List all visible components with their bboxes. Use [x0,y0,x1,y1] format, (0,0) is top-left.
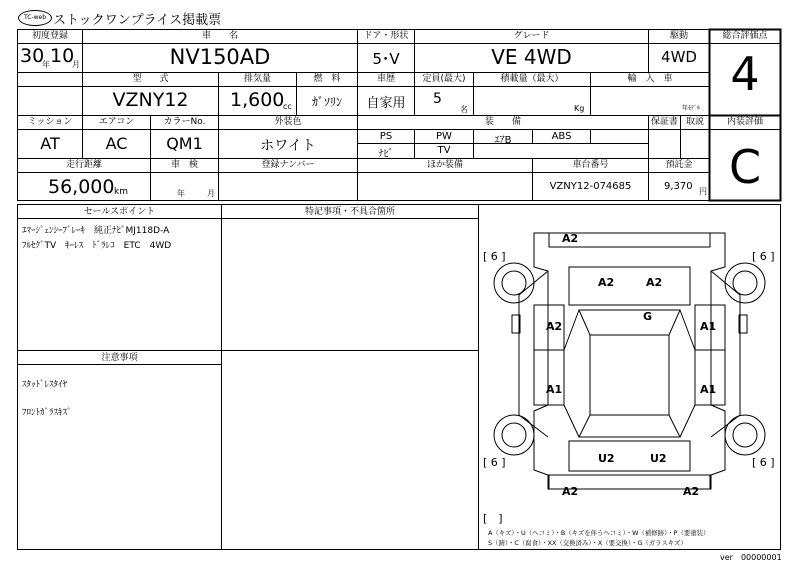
sales-line: ﾌﾙｾｸﾞTV ｷｰﾚｽ ﾄﾞﾗﾚｺ ETC 4WD [22,241,172,251]
grade-header: グレード [513,31,550,41]
reg-year-unit: 年 [42,60,50,69]
grade: VE 4WD [491,45,572,69]
drive: 4WD [661,48,697,66]
km-unit: km [114,187,128,197]
fuel-header: 燃 料 [313,74,341,84]
spare-tire-box: [ ] [483,512,503,525]
mission-header: ミッション [27,117,73,127]
legend-line: A（キズ）・U（ヘコミ）・B（キズを伴うヘコミ）・W（補修跡）・P（要塗装） [488,529,710,537]
caution-header: 注意事項 [101,353,138,363]
color-no: QM1 [166,134,203,153]
usage: 自家用 [366,96,406,111]
legend-line: S（錆）・C（腐食）・XX（交換済み）・X（要交換）・G（ガラスキズ） [488,539,687,547]
usage-header: 車歴 [376,74,395,84]
tire-depth: [ 6 ] [752,456,775,469]
reg-month: 10 [50,45,75,67]
price: 9,370 [664,181,693,192]
aircon-header: エアコン [98,117,135,127]
price-header: 預託金 [665,160,693,170]
inspection-header: 車 検 [170,160,198,170]
interior-score: C [728,140,762,194]
page-title: ストックワンプライス掲載票 [53,13,222,28]
mileage: 56,000 [48,176,115,198]
car-name: NV150AD [169,45,271,69]
mission: AT [40,134,60,153]
import-header: 輸 入 車 [627,74,673,84]
sales-line: ｴﾏｰｼﾞｪﾝｼｰﾌﾞﾚｰｷ 純正ﾅﾋﾞMJ118D-A [22,226,170,236]
warranty-header: 保証書 [650,117,678,127]
first-reg-header: 初度登録 [31,31,68,41]
damage-mark: A2 [546,320,563,333]
caution-line: ｽﾀｯﾄﾞﾚｽﾀｲﾔ [22,380,68,390]
aircon: AC [105,134,128,153]
version: ver 00000001 [720,553,782,562]
capacity: 5 [433,91,442,107]
inspection-month-unit: 月 [207,189,215,198]
plate-header: 登録ナンバー [261,160,315,170]
overall-score: 4 [730,47,760,101]
tire-depth: [ 6 ] [483,250,506,263]
damage-mark: A2 [598,276,615,289]
model-code: VZNY12 [112,89,189,111]
damage-mark: G [643,310,653,323]
interior-score-header: 内装評価 [726,117,763,127]
tire-depth: [ 6 ] [483,456,506,469]
caution-line: ﾌﾛﾝﾄｶﾞﾗｽｷｽﾞ [22,408,72,418]
sales-points-header: セールスポイント [83,207,156,217]
damage-mark: U2 [598,452,615,465]
cc-unit: cc [283,102,292,111]
drive-header: 駆動 [669,31,688,41]
load-header: 積載量（最大） [500,74,564,84]
damage-mark: A2 [562,232,579,245]
equip-airbag: ｴｱB [494,135,512,146]
damage-mark: A2 [683,485,700,498]
yen-unit: 円 [699,187,707,196]
displacement: 1,600 [230,89,285,111]
equip-ps: PS [379,131,393,142]
door-shape-header: ドア・形状 [363,31,409,41]
damage-mark: A2 [646,276,663,289]
color-no-header: カラーNo. [163,117,206,127]
damage-mark: A2 [562,485,579,498]
kg-unit: Kg [574,104,585,113]
logo: TC-web [18,10,52,26]
displacement-header: 排気量 [243,74,271,84]
other-equipment-header: ほか装備 [426,160,463,170]
equipment-header: 装 備 [484,117,521,127]
overall-score-header: 総合評価点 [722,31,768,41]
damage-mark: A1 [700,320,717,333]
tire-depth: [ 6 ] [752,250,775,263]
exterior-color: ホワイト [260,138,316,154]
model-header: 型 式 [132,74,169,84]
fuel: ｶﾞｿﾘﾝ [311,95,342,109]
year-model-unit: 年ﾓﾃﾞﾙ [682,105,701,112]
damage-mark: A1 [700,383,717,396]
chassis-no: VZNY12-074685 [549,181,632,192]
equip-pw: PW [436,131,452,142]
exterior-color-header: 外装色 [274,117,302,127]
car-damage-diagram [479,205,780,549]
mileage-header: 走行距離 [65,160,102,170]
capacity-header: 定員(最大) [422,74,466,84]
special-notes-header: 特記事項・不具合箇所 [304,207,395,217]
manual-header: 取説 [685,117,704,127]
reg-month-unit: 月 [72,60,80,69]
damage-mark: A1 [546,383,563,396]
damage-mark: U2 [650,452,667,465]
equip-tv: TV [437,145,451,156]
equip-abs: ABS [551,131,572,142]
door-shape: 5･V [372,50,400,68]
reg-year: 30 [20,45,45,67]
chassis-no-header: 車台番号 [572,160,609,170]
inspection-year-unit: 年 [177,189,185,198]
persons-unit: 名 [460,105,468,114]
car-name-header: 車 名 [201,31,238,41]
equip-navi: ﾅﾋﾞ [378,149,394,160]
